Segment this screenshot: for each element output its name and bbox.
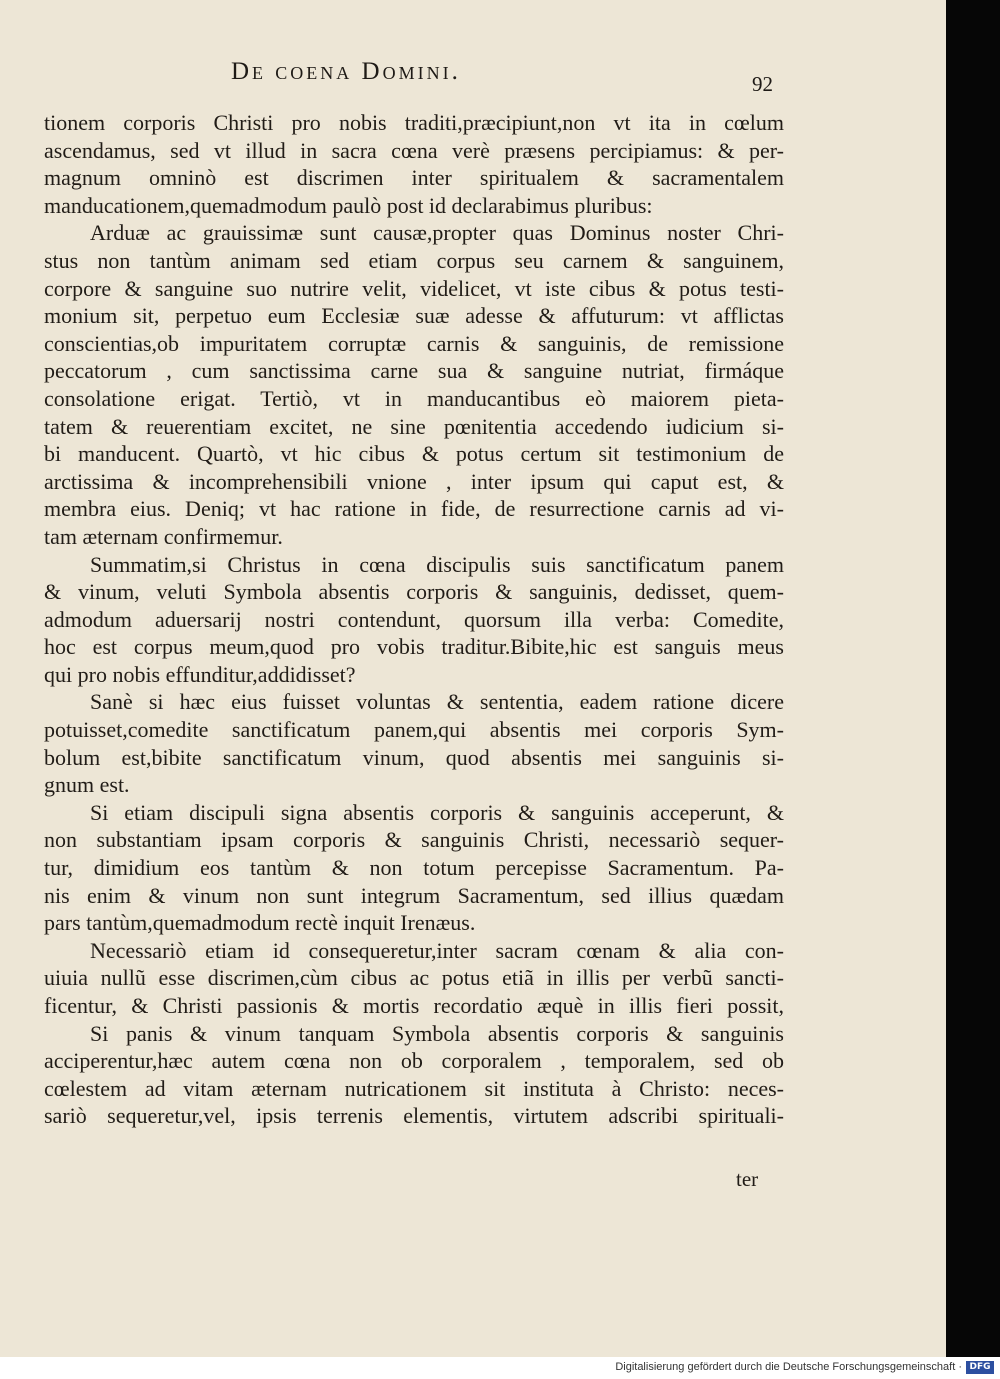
page-number: 92 [752, 72, 773, 96]
text-line: acciperentur,hæc autem cœna non ob corporalem , temporalem, sed ob [44, 1048, 784, 1074]
catchword: ter [736, 1167, 759, 1191]
footer-bar [0, 1357, 1000, 1379]
text-line: Summatim,si Christus in cœna discipulis suis sanctificatum panem [90, 551, 784, 577]
text-line: arctissima & incomprehensibili vnione , inter ipsum qui caput est, & [44, 468, 784, 494]
text-line: cœlestem ad vitam æternam nutricationem sit instituta à Christo: neces- [44, 1075, 784, 1101]
text-line: hoc est corpus meum,quod pro vobis traditur.Bibite,hic est sanguis meus [44, 634, 784, 660]
funding-credit: Digitalisierung gefördert durch die Deutsche Forschungsgemeinschaft · [615, 1361, 962, 1373]
text-line: nis enim & vinum non sunt integrum Sacramentum, sed illius quædam [44, 882, 784, 908]
text-line: tatem & reuerentiam excitet, ne sine pœnitentia accedendo iudicium si- [44, 413, 784, 439]
text-line: qui pro nobis effunditur,addidisset? [44, 661, 356, 687]
text-line: potuisset,comedite sanctificatum panem,qui absentis mei corporis Sym- [44, 717, 784, 743]
text-line: manducationem,quemadmodum paulò post id declarabimus pluribus: [44, 192, 653, 218]
page-edge-shadow [946, 0, 1000, 1357]
text-line: pars tantùm,quemadmodum rectè inquit Irenæus. [44, 910, 476, 936]
text-line: bolum est,bibite sanctificatum vinum, quod absentis mei sanguinis si- [44, 744, 784, 770]
text-line: magnum omninò est discrimen inter spiritualem & sacramentalem [44, 165, 784, 191]
text-line: gnum est. [44, 772, 130, 798]
text-line: tionem corporis Christi pro nobis traditi,præcipiunt,non vt ita in cœlum [44, 110, 784, 135]
text-line: bi manducent. Quartò, vt hic cibus & potus certum sit testimonium de [44, 441, 784, 467]
text-line: Sanè si hæc eius fuisset voluntas & sententia, eadem ratione dicere [90, 689, 784, 715]
text-line: sariò sequeretur,vel, ipsis terrenis elementis, virtutem adscribi spirituali- [44, 1103, 784, 1129]
text-line: admodum aduersarij nostri contendunt, quorsum illa verba: Comedite, [44, 606, 784, 632]
text-line: Necessariò etiam id consequeretur,inter sacram cœnam & alia con- [90, 937, 784, 963]
text-line: tam æternam confirmemur. [44, 523, 283, 549]
running-head: De coena Domini. [231, 58, 461, 85]
text-line: uiuia nullũ esse discrimen,cùm cibus ac potus etiã in illis per verbũ sancti- [44, 965, 784, 991]
text-line: Arduæ ac grauissimæ sunt causæ,propter quas Dominus noster Chri- [90, 220, 784, 246]
dfg-logo-icon: DFG [966, 1361, 994, 1374]
text-line: stus non tantùm animam sed etiam corpus seu carnem & sanguinem, [44, 247, 784, 273]
text-line: & vinum, veluti Symbola absentis corporis & sanguinis, dedisset, quem- [44, 579, 784, 605]
text-line: monium sit, perpetuo eum Ecclesiæ suæ adesse & affuturum: vt afflictas [44, 303, 784, 329]
text-line: membra eius. Deniq; vt hac ratione in fide, de resurrectione carnis ad vi- [44, 496, 784, 522]
body-text [44, 109, 784, 1130]
text-line: ascendamus, sed vt illud in sacra cœna verè præsens percipiamus: & per- [44, 137, 784, 163]
text-line: peccatorum , cum sanctissima carne sua & sanguine nutriat, firmáque [44, 358, 784, 384]
text-line: non substantiam ipsam corporis & sanguinis Christi, necessariò sequer- [44, 827, 784, 853]
text-line: ficentur, & Christi passionis & mortis recordatio æquè in illis fieri possit, [44, 993, 784, 1018]
text-line: tur, dimidium eos tantùm & non totum percepisse Sacramentum. Pa- [44, 855, 784, 881]
text-line: corpore & sanguine suo nutrire velit, videlicet, vt iste cibus & potus testi- [44, 275, 784, 301]
text-line: Si panis & vinum tanquam Symbola absentis corporis & sanguinis [90, 1020, 784, 1046]
text-line: Si etiam discipuli signa absentis corporis & sanguinis acceperunt, & [90, 799, 784, 825]
text-line: conscientias,ob impuritatem corruptæ carnis & sanguinis, de remissione [44, 330, 784, 356]
text-line: consolatione erigat. Tertiò, vt in manducantibus eò maiorem pieta- [44, 385, 784, 411]
